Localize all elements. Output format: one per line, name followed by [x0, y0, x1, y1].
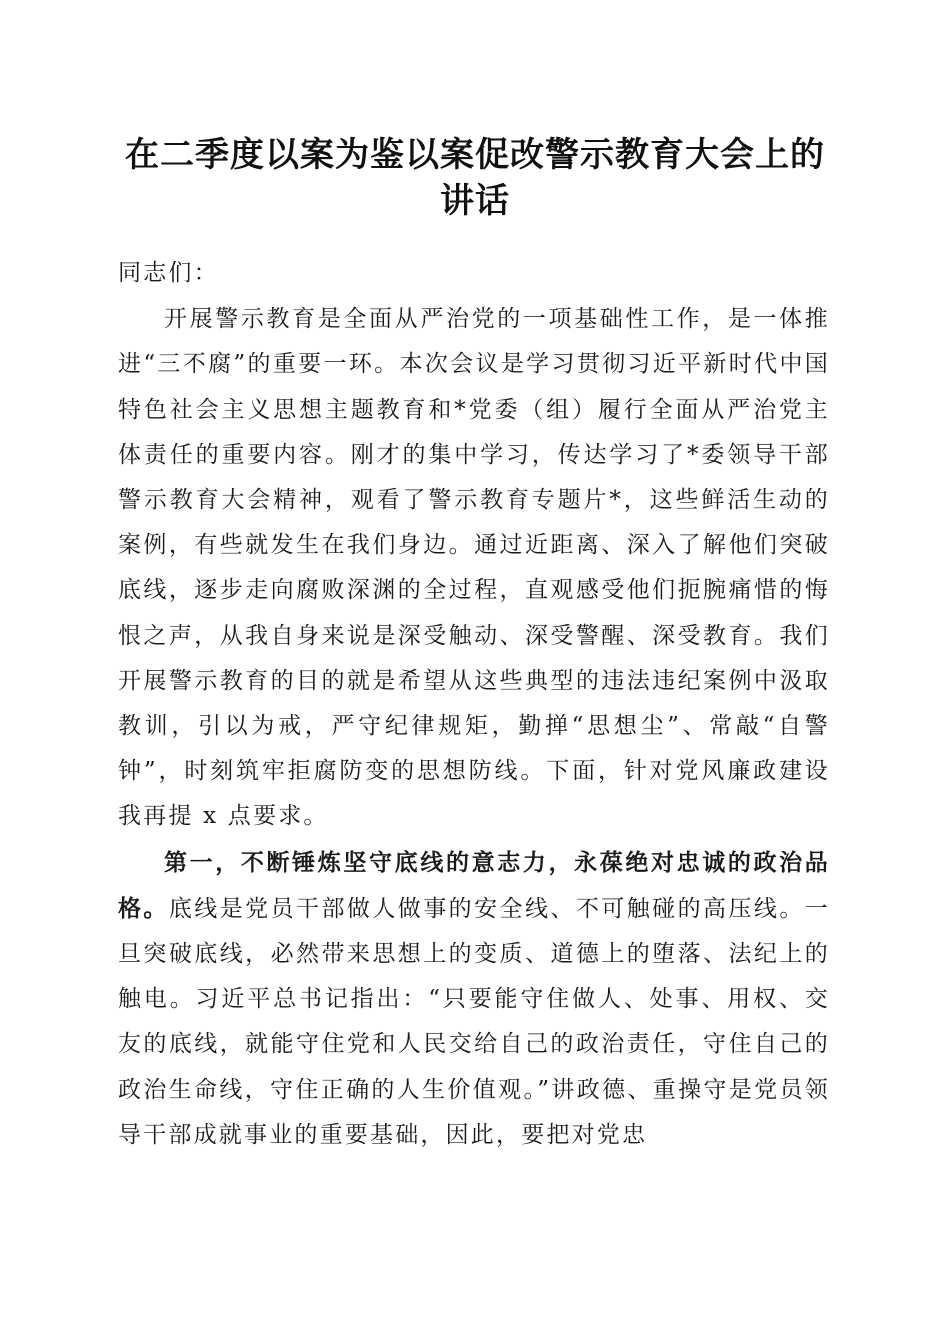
paragraph-text: 开展警示教育是全面从严治党的一项基础性工作，是一体推进“三不腐”的重要一环。本次会议是学习贯彻习近平新时代中国特色社会主义思想主题教育和*党委（组）履行全面从严治党主体责任的重要内容。刚才的集中学习，传达学习了*委领导干部警示教育大会精神，观看了警示教育专题片*，这些鲜活生动的案例，有些就发生在我们身边。通过近距离、深入了解他们突破底线，逐步走向腐败深渊的全过程，直观感受他们扼腕痛惜的悔恨之声，从我自身来说是深受触动、深受警醒、深受教育。我们开展警示教育的目的就是希望从这些典型的违法违纪案例中汲取教训，引以为戒，严守纪律规矩，勤掸“思想尘”、常敲“自警钟”，时刻筑牢拒腐防变的思想防线。下面，针对党风廉政建设我再提 x 点要求。: [118, 306, 830, 830]
paragraph-text: 底线是党员干部做人做事的安全线、不可触碰的高压线。一旦突破底线，必然带来思想上的变质、道德上的堕落、法纪上的触电。习近平总书记指出：“只要能守住做人、处事、用权、交友的底线，就能守住党和人民交给自己的政治责任，守住自己的政治生命线，守住正确的人生价值观。”讲政德、重操守是党员领导干部成就事业的重要基础，因此，要把对党忠: [118, 895, 830, 1148]
paragraph-intro: [118, 296, 830, 839]
paragraph-point-one: [118, 840, 830, 1158]
document-title: 在二季度以案为鉴以案促改警示教育大会上的讲话: [125, 135, 825, 221]
document-body: [118, 251, 830, 1158]
salutation: 同志们：: [118, 260, 219, 286]
paragraph-lead: 第一，不断锤炼坚守底线的意志力，永葆绝对忠诚的政治品格。: [118, 848, 830, 922]
